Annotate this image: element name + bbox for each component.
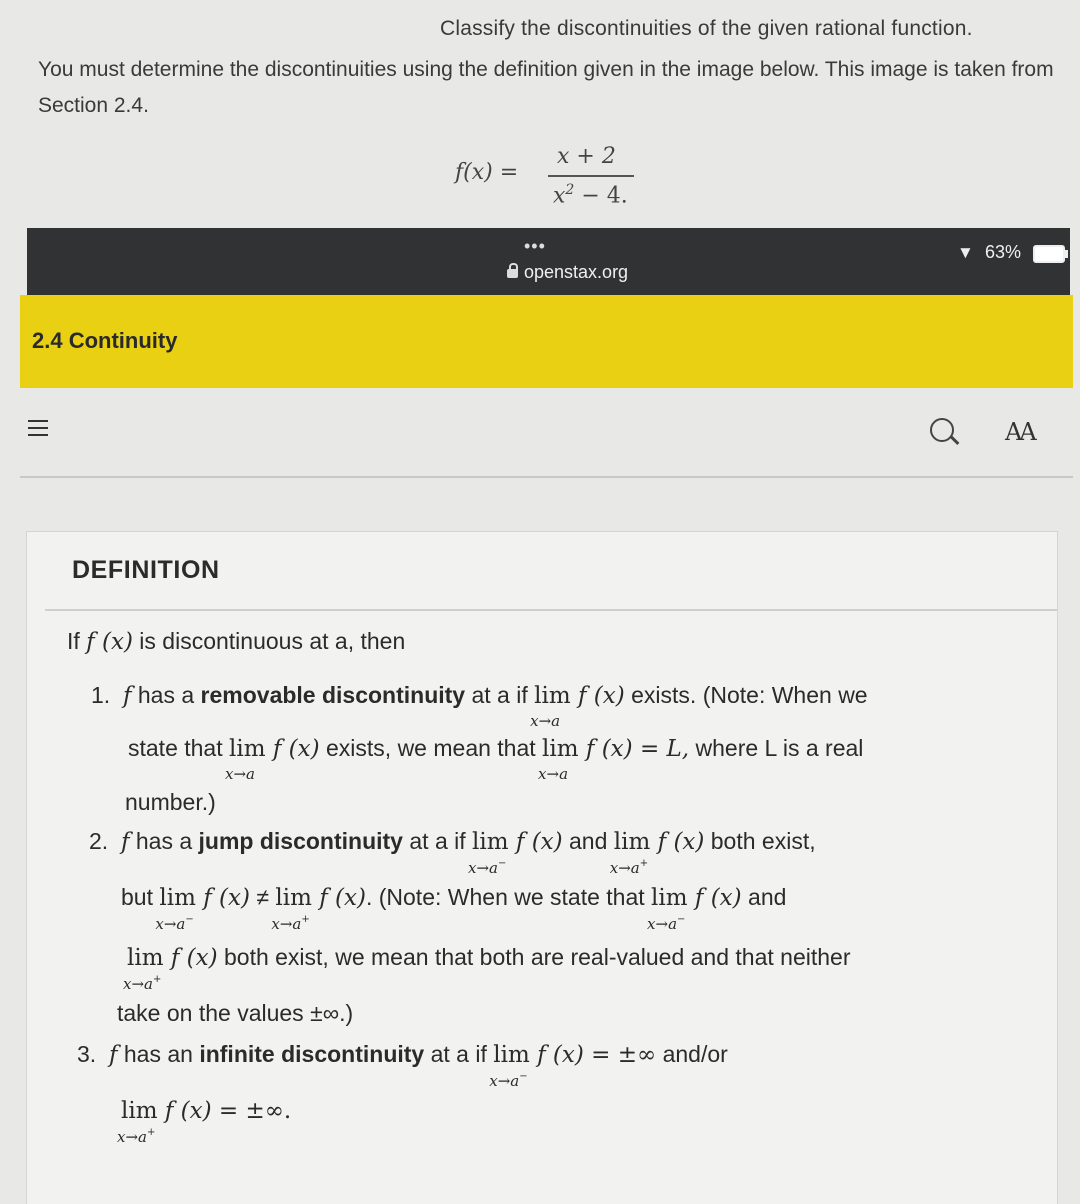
search-icon[interactable] bbox=[930, 418, 954, 442]
function-denominator: $x^2 - 4$. bbox=[553, 182, 628, 209]
item2-line2: but lim x→a− f (x) ≠ lim x→a+ f (x). (Note: When we state that lim x→a− f (x) and bbox=[121, 884, 787, 933]
section-title: 2.4 Continuity bbox=[32, 328, 178, 353]
definition-divider bbox=[45, 609, 1057, 611]
function-formula bbox=[455, 138, 675, 218]
url-bar[interactable] bbox=[507, 262, 628, 283]
question-title: Classify the discontinuities of the given rational function. bbox=[440, 17, 973, 40]
limit-expression: lim x→a bbox=[530, 683, 571, 730]
question-instructions: You must determine the discontinuities using the definition given in the image below. This image is taken from Section 2.4. bbox=[38, 58, 1054, 117]
function-numerator: x + 2 bbox=[557, 144, 616, 169]
menu-icon[interactable] bbox=[28, 420, 48, 440]
lock-icon bbox=[507, 269, 518, 278]
definition-box bbox=[26, 531, 1058, 1204]
definition-heading: DEFINITION bbox=[72, 556, 220, 584]
wifi-icon: ▼ bbox=[957, 243, 974, 262]
url-text: openstax.org bbox=[524, 262, 629, 282]
item1-line2: state that lim x→a f (x) exists, we mean that lim x→a f (x) = L, where L is a real bbox=[128, 735, 864, 783]
definition-intro: If f (x) is discontinuous at a, then bbox=[67, 628, 406, 655]
item3-line2: lim x→a+ f (x) = ±∞. bbox=[117, 1098, 292, 1146]
section-header bbox=[20, 295, 1073, 388]
battery-percentage: 63% bbox=[985, 242, 1022, 262]
browser-menu-dots[interactable]: ••• bbox=[524, 236, 546, 256]
item1-line3: number.) bbox=[125, 789, 216, 815]
item1-line1: 1. f has a removable discontinuity at a if lim x→a f (x) exists. (Note: When we bbox=[91, 682, 868, 730]
function-lhs: f(x) = bbox=[455, 160, 519, 185]
battery-icon bbox=[1033, 245, 1065, 263]
item2-line3: lim x→a+ f (x) both exist, we mean that both are real-valued and that neither bbox=[123, 944, 851, 993]
item2-line4: take on the values ±∞.) bbox=[117, 1000, 354, 1026]
reader-toolbar bbox=[20, 388, 1073, 478]
text-size-button[interactable]: AA bbox=[1005, 418, 1034, 446]
fraction-bar bbox=[548, 175, 634, 177]
item3-line1: 3. f has an infinite discontinuity at a if lim x→a− f (x) = ±∞ and/or bbox=[77, 1041, 728, 1090]
browser-status-bar bbox=[27, 228, 1070, 300]
item2-line1: 2. f has a jump discontinuity at a if lim x→a− f (x) and lim x→a+ f (x) both exist, bbox=[89, 828, 816, 877]
